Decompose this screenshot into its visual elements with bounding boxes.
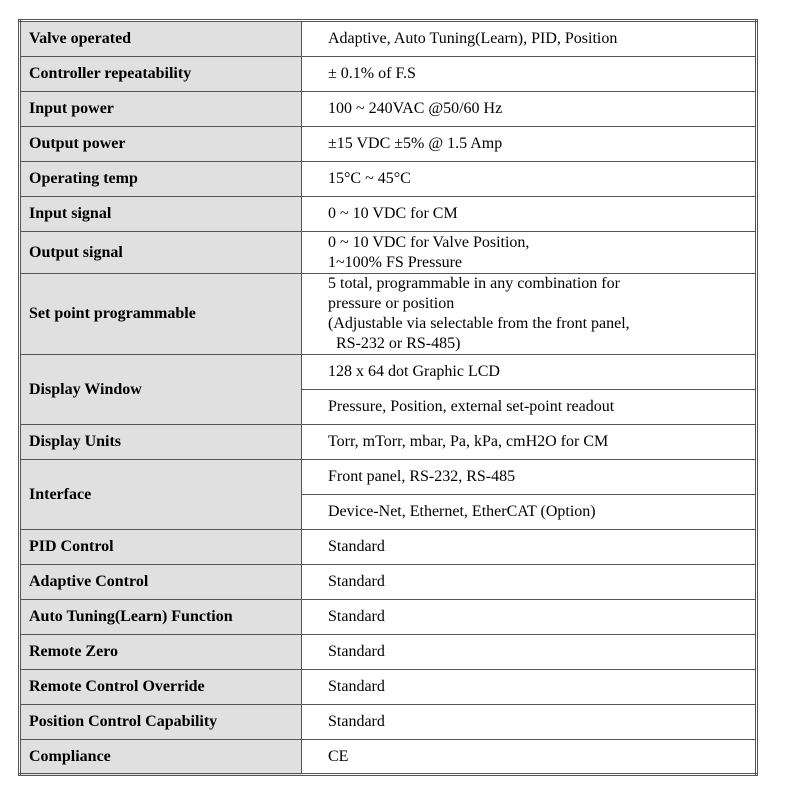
spec-label: Adaptive Control — [20, 565, 302, 600]
spec-row — [20, 530, 757, 565]
spec-value: Torr, mTorr, mbar, Pa, kPa, cmH2O for CM — [302, 425, 757, 460]
spec-label: Remote Control Override — [20, 670, 302, 705]
spec-label: Input power — [20, 92, 302, 127]
spec-label: Position Control Capability — [20, 705, 302, 740]
spec-label: Display Units — [20, 425, 302, 460]
spec-value: Pressure, Position, external set-point readout — [302, 390, 757, 425]
spec-value: 128 x 64 dot Graphic LCD — [302, 355, 757, 390]
spec-row — [20, 565, 757, 600]
spec-row — [20, 92, 757, 127]
spec-row — [20, 274, 757, 355]
spec-value: 0 ~ 10 VDC for Valve Position, 1~100% FS Pressure — [302, 232, 757, 274]
spec-value: Adaptive, Auto Tuning(Learn), PID, Position — [302, 21, 757, 57]
spec-value: 100 ~ 240VAC @50/60 Hz — [302, 92, 757, 127]
spec-row — [20, 162, 757, 197]
spec-row — [20, 425, 757, 460]
spec-row — [20, 197, 757, 232]
spec-value: Front panel, RS-232, RS-485 — [302, 460, 757, 495]
spec-row — [20, 600, 757, 635]
spec-value: Standard — [302, 670, 757, 705]
spec-row — [20, 670, 757, 705]
spec-row — [20, 635, 757, 670]
spec-row — [20, 705, 757, 740]
spec-label: Output signal — [20, 232, 302, 274]
spec-value: Standard — [302, 565, 757, 600]
spec-value: Standard — [302, 600, 757, 635]
spec-value: CE — [302, 740, 757, 775]
spec-label: PID Control — [20, 530, 302, 565]
spec-label: Valve operated — [20, 21, 302, 57]
spec-row — [20, 355, 757, 390]
spec-row — [20, 57, 757, 92]
spec-value: Device-Net, Ethernet, EtherCAT (Option) — [302, 495, 757, 530]
spec-label: Output power — [20, 127, 302, 162]
spec-label: Operating temp — [20, 162, 302, 197]
spec-label: Set point programmable — [20, 274, 302, 355]
spec-value: 0 ~ 10 VDC for CM — [302, 197, 757, 232]
spec-label: Input signal — [20, 197, 302, 232]
spec-table-body — [20, 21, 757, 775]
spec-label: Compliance — [20, 740, 302, 775]
spec-label: Controller repeatability — [20, 57, 302, 92]
spec-label: Remote Zero — [20, 635, 302, 670]
spec-value: Standard — [302, 705, 757, 740]
spec-value: ±15 VDC ±5% @ 1.5 Amp — [302, 127, 757, 162]
spec-table — [18, 19, 758, 776]
spec-value: ± 0.1% of F.S — [302, 57, 757, 92]
spec-label: Auto Tuning(Learn) Function — [20, 600, 302, 635]
spec-value: Standard — [302, 530, 757, 565]
spec-row — [20, 21, 757, 57]
spec-row — [20, 232, 757, 274]
spec-label: Interface — [20, 460, 302, 530]
spec-value: 5 total, programmable in any combination for pressure or position (Adjustable via selectable from the front panel, RS-232 or RS-485) — [302, 274, 757, 355]
spec-value: 15°C ~ 45°C — [302, 162, 757, 197]
spec-row — [20, 740, 757, 775]
spec-row — [20, 460, 757, 495]
spec-value: Standard — [302, 635, 757, 670]
spec-row — [20, 127, 757, 162]
spec-label: Display Window — [20, 355, 302, 425]
